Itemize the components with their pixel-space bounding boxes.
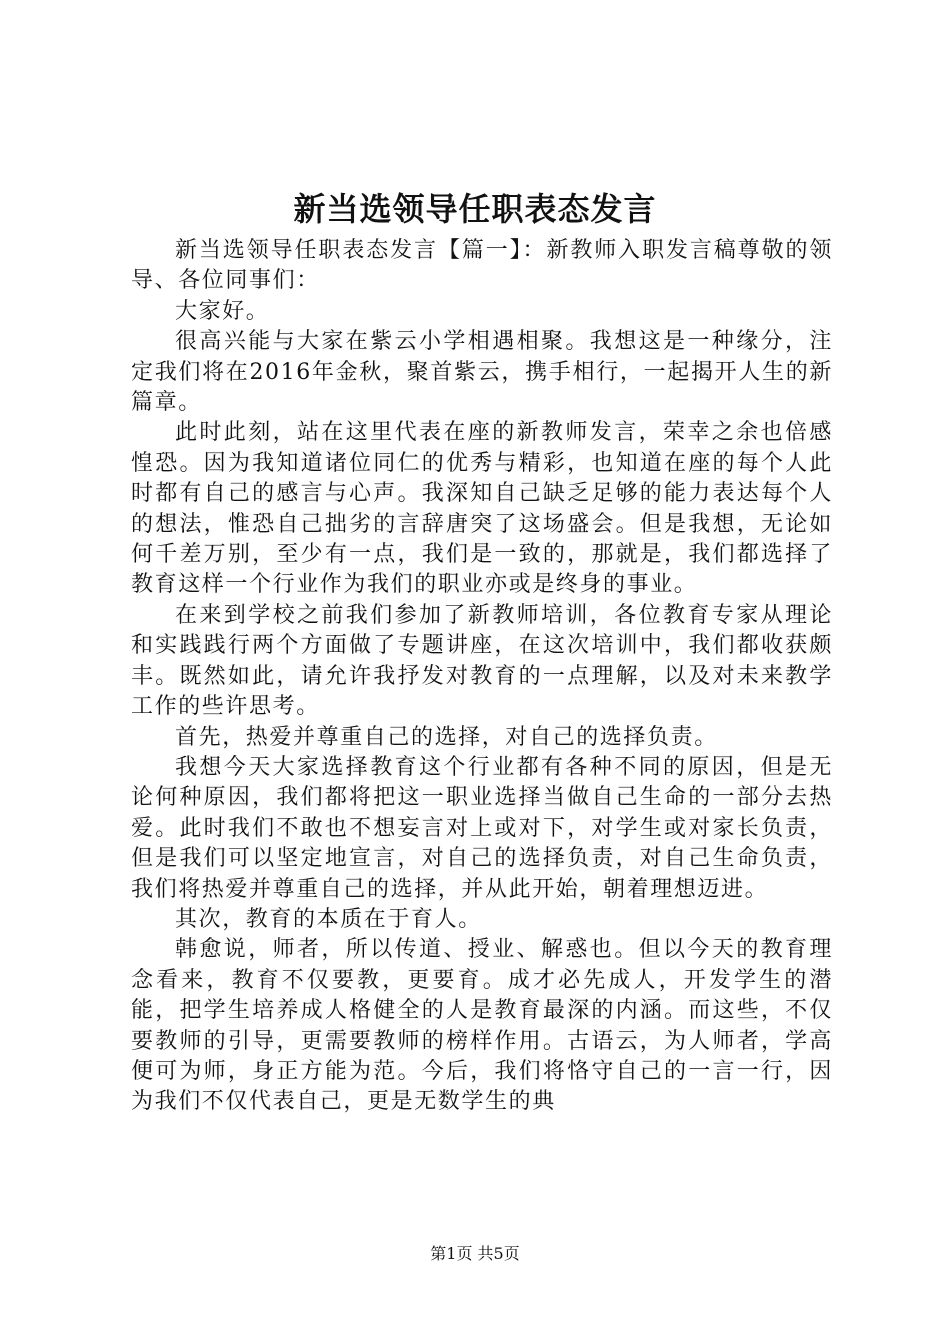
document-title: 新当选领导任职表态发言 — [293, 190, 657, 228]
paragraph: 大家好。 — [175, 298, 270, 324]
paragraph: 新当选领导任职表态发言【篇一】：新教师入职发言稿尊敬的领导、各位同事们： — [131, 238, 833, 294]
paragraph: 我想今天大家选择教育这个行业都有各种不同的原因，但是无论何种原因，我们都将把这一职业选择当做自己生命的一部分去热爱。此时我们不敢也不想妄言对上或对下，对学生或对家长负责，但是我们可以坚定地宣言，对自己的选择负责，对自己生命负责，我们将热爱并尊重自己的选择，并从此开始，朝着理想迈进。 — [131, 754, 833, 902]
paragraph: 在来到学校之前我们参加了新教师培训，各位教育专家从理论和实践践行两个方面做了专题讲座，在这次培训中，我们都收获颇丰。既然如此，请允许我抒发对教育的一点理解，以及对未来教学工作的些许思考。 — [131, 602, 833, 720]
paragraph: 韩愈说，师者，所以传道、授业、解惑也。但以今天的教育理念看来，教育不仅要教，更要育。成才必先成人，开发学生的潜能，把学生培养成人格健全的人是教育最深的内涵。而这些，不仅要教师的引导，更需要教师的榜样作用。古语云，为人师者，学高便可为师，身正方能为范。今后，我们将恪守自己的一言一行，因为我们不仅代表自己，更是无数学生的典 — [131, 937, 833, 1115]
paragraph: 其次，教育的本质在于育人。 — [175, 906, 482, 932]
page-number-footer: 第1页 共5页 — [430, 1244, 520, 1263]
paragraph: 很高兴能与大家在紫云小学相遇相聚。我想这是一种缘分，注定我们将在2016年金秋，聚首紫云，携手相行，一起揭开人生的新篇章。 — [131, 329, 833, 416]
paragraph: 此时此刻，站在这里代表在座的新教师发言，荣幸之余也倍感惶恐。因为我知道诸位同仁的优秀与精彩，也知道在座的每个人此时都有自己的感言与心声。我深知自己缺乏足够的能力表达每个人的想法，惟恐自己拙劣的言辞唐突了这场盛会。但是我想，无论如何千差万别，至少有一点，我们是一致的，那就是，我们都选择了教育这样一个行业作为我们的职业亦或是终身的事业。 — [131, 420, 833, 598]
paragraph: 首先，热爱并尊重自己的选择，对自己的选择负责。 — [175, 724, 718, 750]
document-body — [131, 236, 833, 1118]
